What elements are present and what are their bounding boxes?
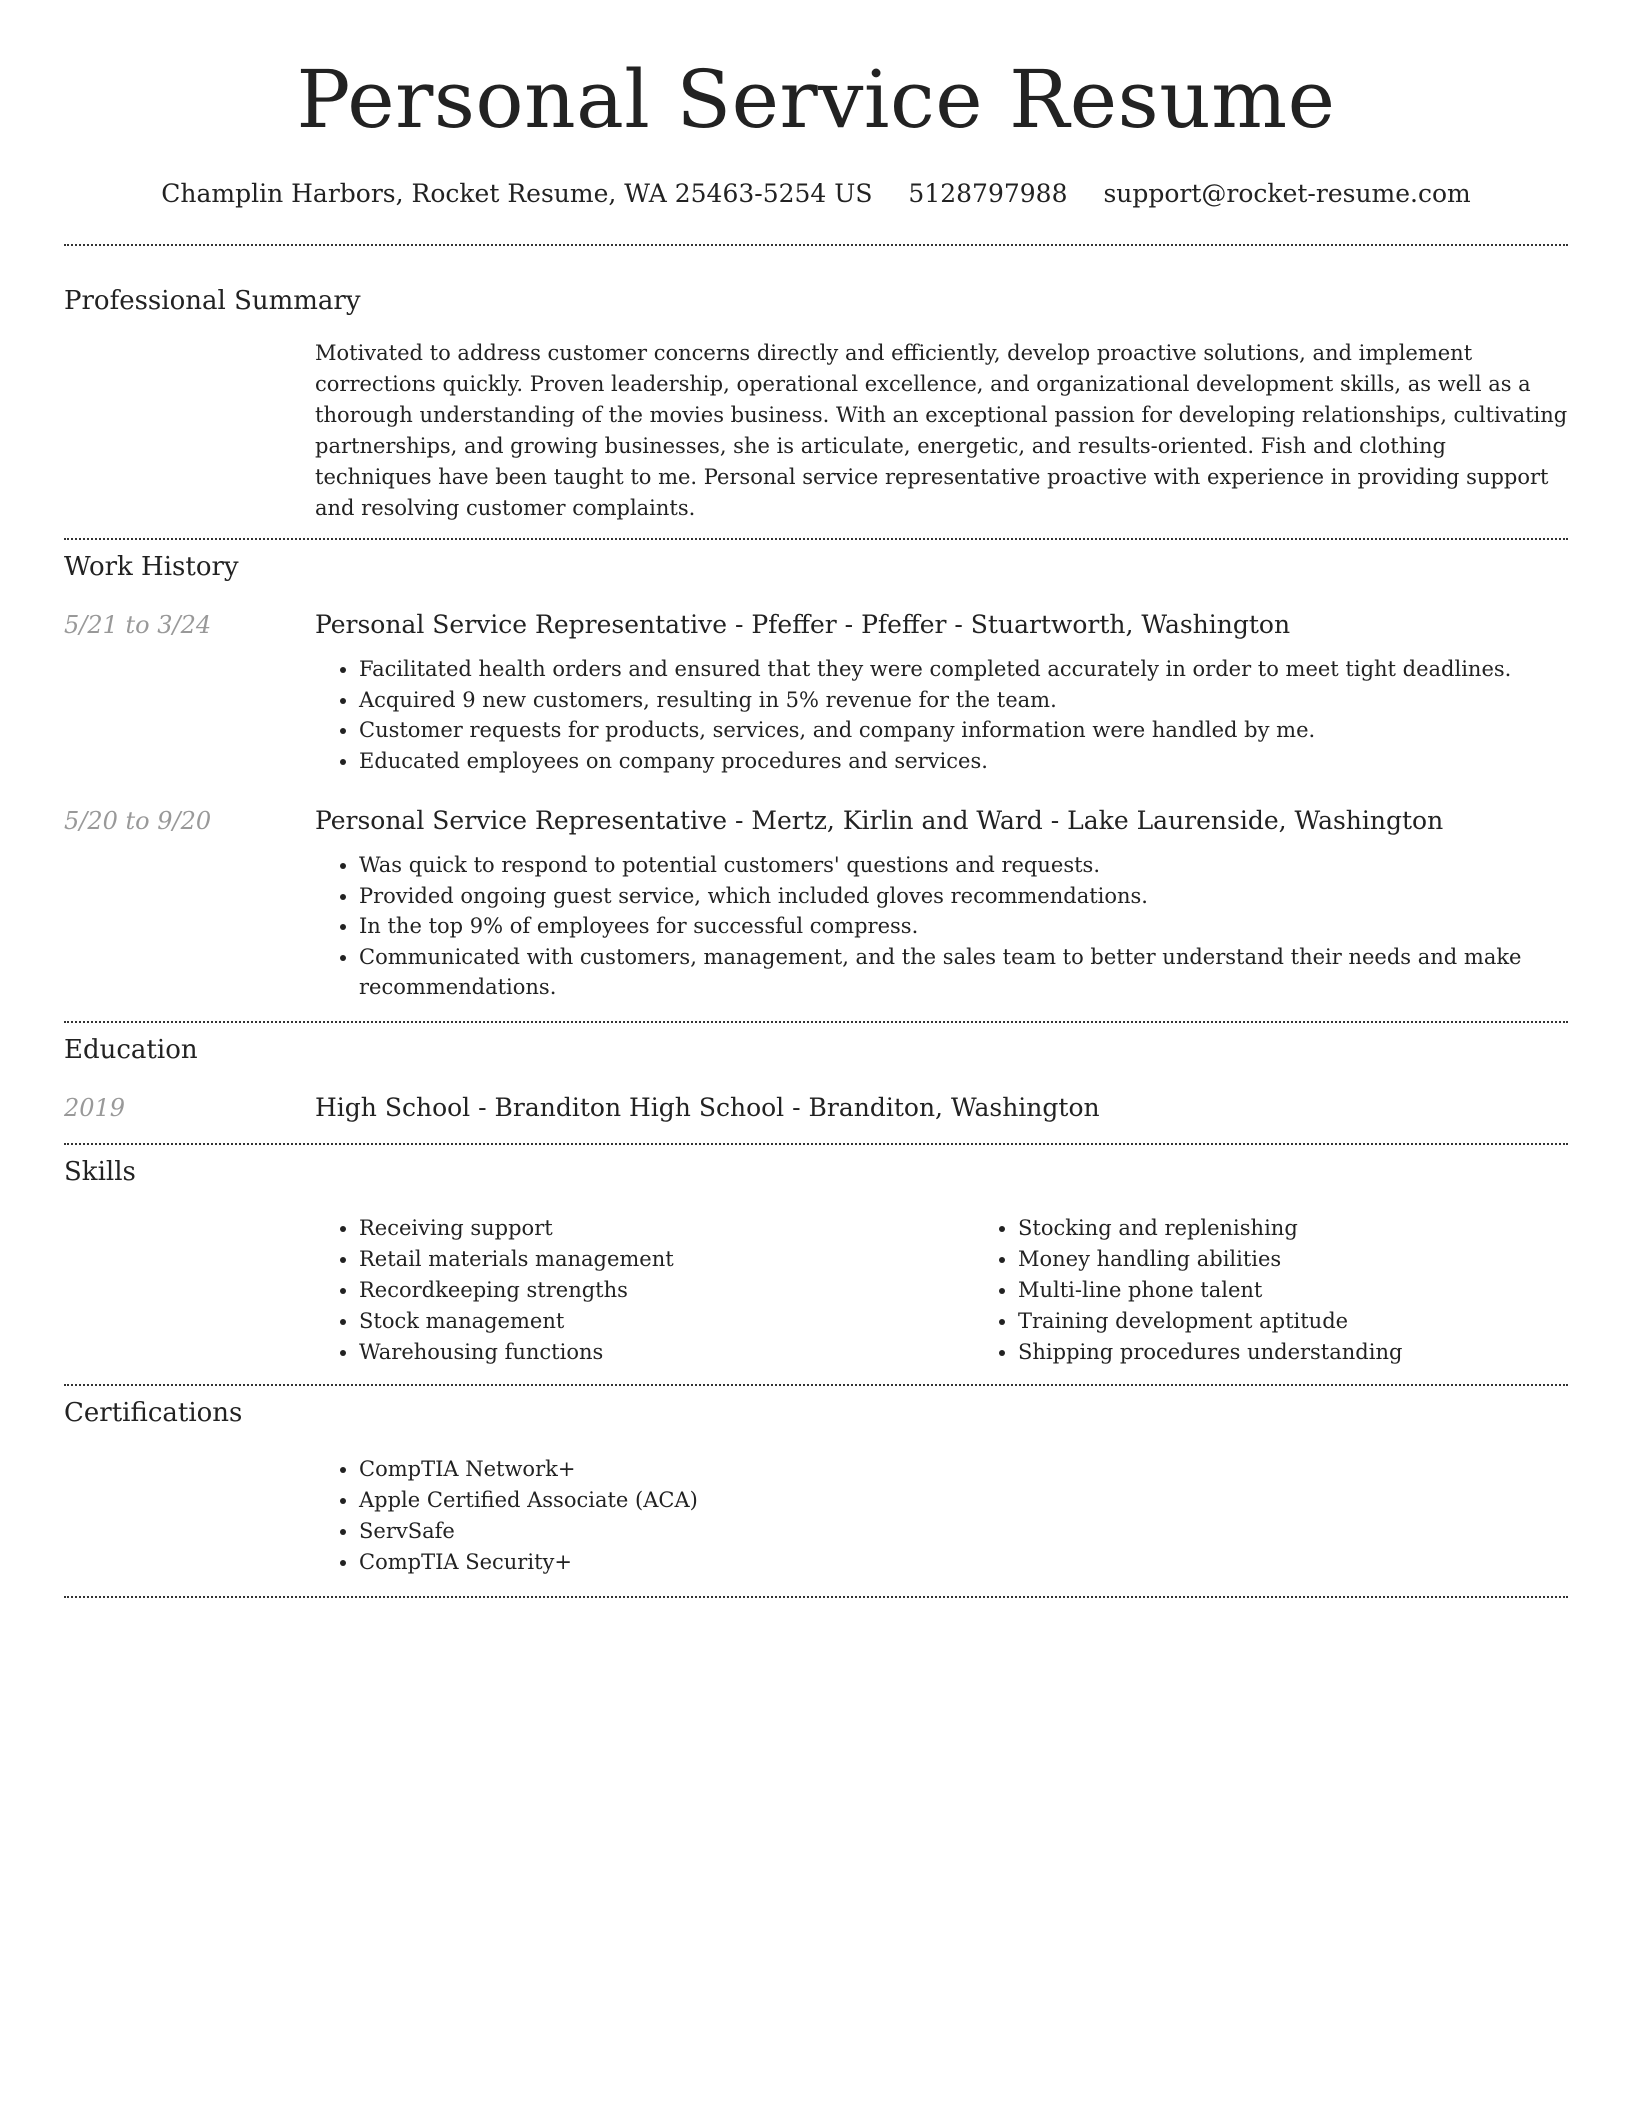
job-bullets	[315, 654, 1568, 776]
section-heading-education: Education	[64, 1034, 198, 1065]
contact-phone: 5128797988	[908, 179, 1068, 208]
section-heading-work: Work History	[64, 552, 239, 582]
list-item: • Stocking and replenishing	[1018, 1213, 1568, 1244]
list-item: • Shipping procedures understanding	[1018, 1337, 1568, 1368]
list-item: • Facilitated health orders and ensured that they were completed accurately in order to meet tight deadlines.	[359, 654, 1568, 685]
list-item: • ServSafe	[359, 1516, 974, 1547]
list-item: • Money handling abilities	[1018, 1244, 1568, 1275]
skills-list	[315, 1213, 1568, 1368]
job-title: Personal Service Representative	[315, 806, 728, 835]
list-item: • Warehousing functions	[359, 1337, 974, 1368]
education-section	[64, 1023, 1568, 1125]
education-entry	[64, 1091, 1568, 1125]
section-heading-skills: Skills	[64, 1156, 136, 1187]
list-item: • Provided ongoing guest service, which included gloves recommendations.	[359, 881, 1568, 912]
page-title: Personal Service Resume	[296, 53, 1336, 146]
list-item: • Recordkeeping strengths	[359, 1275, 974, 1306]
list-item: • Customer requests for products, services, and company information were handled by me.	[359, 715, 1568, 746]
job-dates: 5/21 to 3/24	[64, 611, 212, 639]
skills-column-2	[974, 1213, 1568, 1368]
skills-column-1	[315, 1213, 974, 1368]
education-location: Branditon, Washington	[808, 1092, 1100, 1122]
education-degree: High School	[315, 1092, 471, 1122]
list-item: • Educated employees on company procedures and services.	[359, 746, 1568, 777]
summary-section	[64, 246, 1568, 524]
contact-email: support@rocket-resume.com	[1103, 179, 1471, 208]
section-heading-summary: Professional Summary	[64, 286, 361, 316]
job-heading: Personal Service Representative - Pfeffer - Pfeffer - Stuartworth, Washington	[315, 610, 1291, 639]
education-heading: High School - Branditon High School - Branditon, Washington	[315, 1092, 1100, 1122]
summary-text: Motivated to address customer concerns directly and efficiently, develop proactive solutions, and implement corrections quickly. Proven leadership, operational excellence, and organizational development skills, as well as a thorough understanding of the movies business. With an exceptional passion for developing relationships, cultivating partnerships, and growing businesses, she is articulate, energetic, and results-oriented. Fish and clothing techniques have been taught to me. Personal service representative proactive with experience in providing support and resolving customer complaints.	[315, 341, 1568, 520]
job-company: Mertz, Kirlin and Ward	[751, 806, 1043, 835]
list-item: • Acquired 9 new customers, resulting in 5% revenue for the team.	[359, 685, 1568, 716]
job-bullets	[315, 850, 1568, 1003]
resume-page	[64, 0, 1568, 1598]
job-dates: 5/20 to 9/20	[64, 807, 212, 835]
education-year: 2019	[64, 1093, 126, 1122]
list-item: • Stock management	[359, 1306, 974, 1337]
list-item: • Receiving support	[359, 1213, 974, 1244]
divider	[64, 1596, 1568, 1598]
list-item: • Was quick to respond to potential customers' questions and requests.	[359, 850, 1568, 881]
job-entry	[64, 804, 1568, 1003]
job-company: Pfeffer - Pfeffer	[751, 610, 947, 639]
contact-address: Champlin Harbors, Rocket Resume, WA 25463-5254 US	[161, 179, 873, 208]
list-item: • Multi-line phone talent	[1018, 1275, 1568, 1306]
job-location: Lake Laurenside, Washington	[1067, 806, 1444, 835]
list-item: • CompTIA Network+	[359, 1454, 974, 1485]
list-item: • CompTIA Security+	[359, 1547, 974, 1578]
list-item: • Communicated with customers, management, and the sales team to better understand their needs and make recommendations.	[359, 942, 1568, 1003]
certifications-section	[64, 1386, 1568, 1578]
contact-info	[64, 178, 1568, 210]
job-entry	[64, 608, 1568, 776]
education-school: Branditon High School	[494, 1092, 785, 1122]
section-heading-certifications: Certifications	[64, 1397, 243, 1428]
job-heading: Personal Service Representative - Mertz, Kirlin and Ward - Lake Laurenside, Washington	[315, 806, 1444, 835]
list-item: • Apple Certified Associate (ACA)	[359, 1485, 974, 1516]
job-title: Personal Service Representative	[315, 610, 728, 639]
skills-section	[64, 1145, 1568, 1368]
work-history-section	[64, 540, 1568, 1003]
certifications-list	[315, 1454, 974, 1578]
list-item: • Retail materials management	[359, 1244, 974, 1275]
job-location: Stuartworth, Washington	[970, 610, 1291, 639]
list-item: • In the top 9% of employees for successful compress.	[359, 911, 1568, 942]
list-item: • Training development aptitude	[1018, 1306, 1568, 1337]
